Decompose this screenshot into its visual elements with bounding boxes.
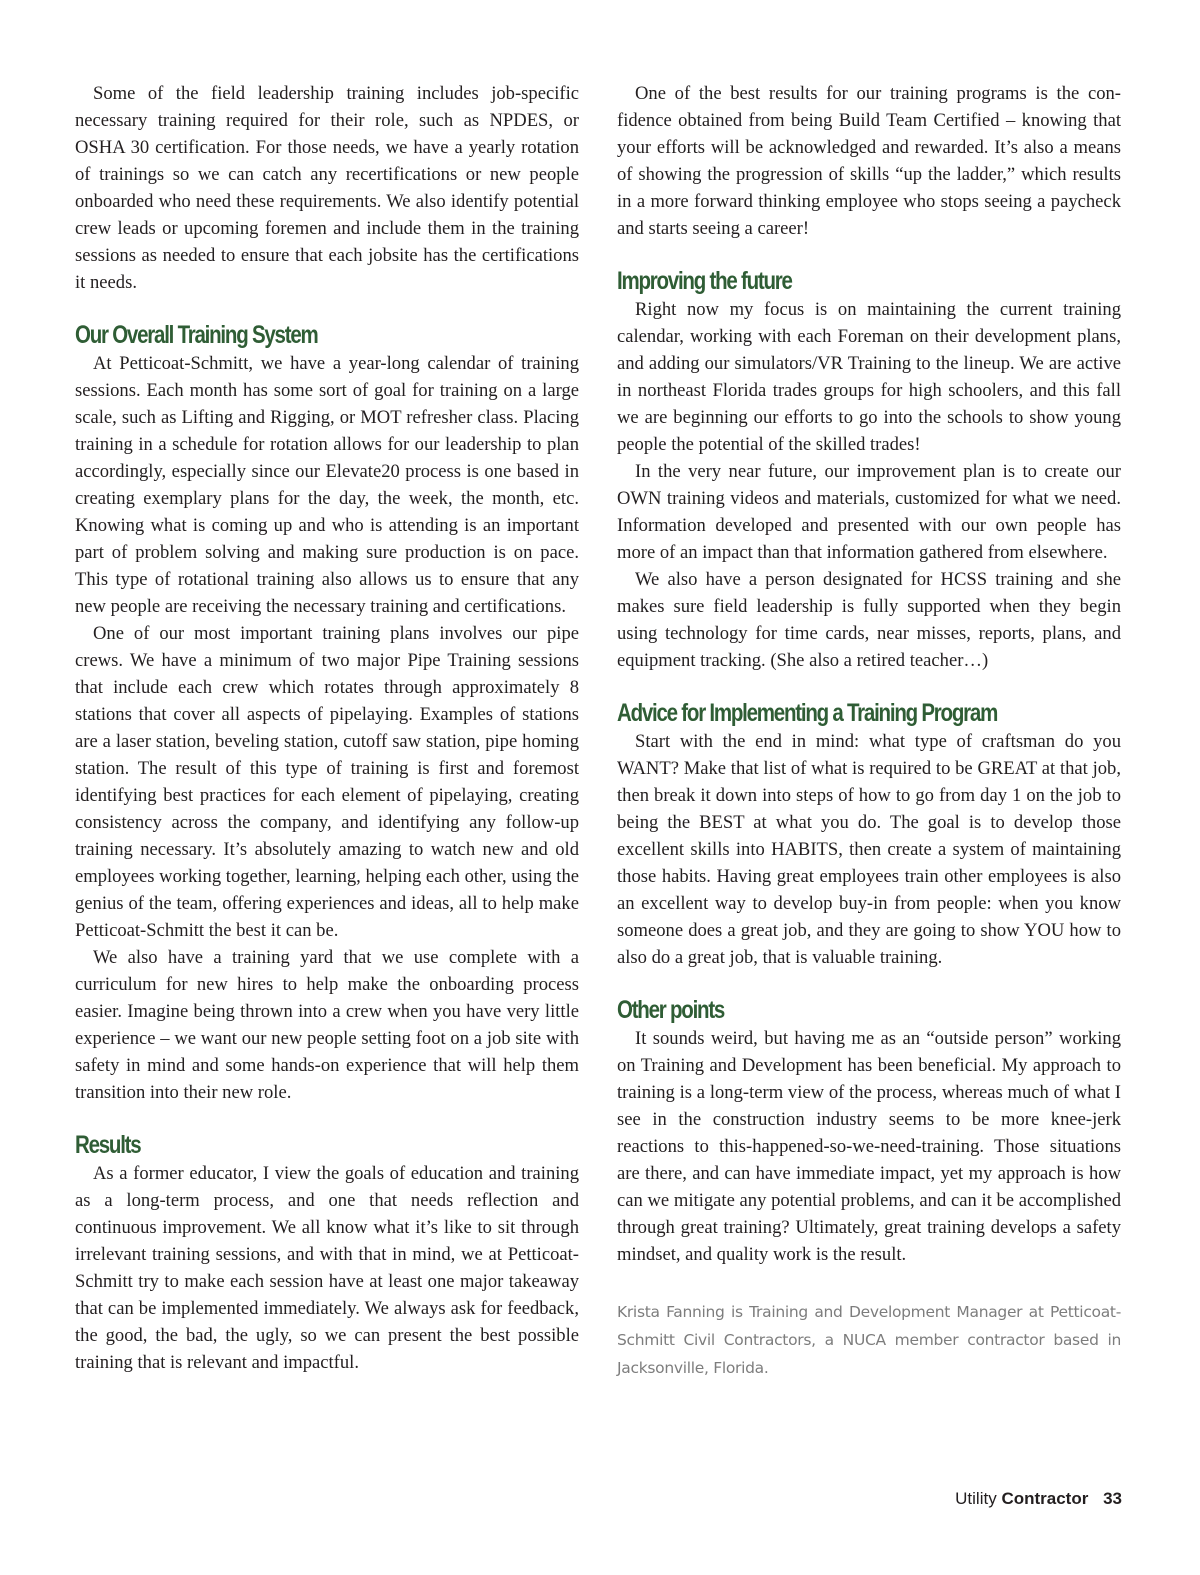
paragraph-field-leadership-training: Some of the field leadership training includes job-specific necessary training required for their role, such as NPDES, or OSHA 30 certification. For those needs, we have a yearly rotation of trainings so we can catch any recertifications or new people onboarded who need these requirements. We also identify potential crew leads or upcoming foremen and include them in the training sessions as needed to ensure that each jobsite has the certifications it needs. — [75, 83, 579, 293]
author-bio: Krista Fanning is Training and Development Manager at Petticoat-Schmitt Civil Contractors, a NUCA member contractor based in Jacksonville, Florida. — [617, 1303, 1121, 1377]
heading-results: Results — [75, 1131, 141, 1159]
left-column — [75, 80, 579, 1376]
magazine-name-utility: Utility — [955, 1489, 997, 1508]
heading-advice-implementing-program: Advice for Implementing a Training Program — [617, 699, 998, 727]
heading-improving-the-future: Improving the future — [617, 267, 792, 295]
paragraph-training-calendar: At Petticoat-Schmitt, we have a year-long calendar of training sessions. Each month has some sort of goal for training on a large scale, such as Lifting and Rigging, or MOT refresher class. Placing training in a schedule for rotation allows for our leadership to plan accordingly, especially since our Elevate20 process is one based in creating exemplary plans for the day, the week, the month, etc. Knowing what is coming up and who is attending is an important part of problem solving and making sure production is on pace. This type of rotational training also allows us to ensure that any new people are receiving the necessary training and certifications. — [75, 353, 579, 617]
heading-overall-training-system: Our Overall Training System — [75, 321, 318, 349]
paragraph-former-educator: As a former educator, I view the goals of education and training as a long-term process, and one that needs reflection and continuous improvement. We all know what it’s like to sit through irrelevant training sessions, and with that in mind, we at Petticoat-Schmitt try to make each session have at least one major takeaway that can be implemented immediately. We always ask for feedback, the good, the bad, the ugly, so we can present the best possible training that is relevant and impactful. — [75, 1163, 579, 1373]
heading-other-points: Other points — [617, 996, 725, 1024]
paragraph-hcss-training: We also have a person designated for HCSS training and she makes sure field leadership is fully supported when they begin using technology for time cards, near misses, reports, plans, and equipment tracking. (She also a retired teacher…) — [617, 569, 1121, 671]
paragraph-build-team-certified: One of the best results for our training programs is the confidence obtained from being Build Team Certified – knowing that your efforts will be acknowledged and rewarded. It’s also a means of showing the progression of skills “up the ladder,” which results in a more forward thinking employee who stops seeing a paycheck and starts seeing a career! — [617, 83, 1121, 239]
paragraph-start-with-end-in-mind: Start with the end in mind: what type of craftsman do you WANT? Make that list of what is required to be GREAT at that job, then break it down into steps of how to go from day 1 on the job to being the BEST at what you do. The goal is to develop those excellent skills into HABITS, then create a system of maintaining those habits. Having great employees train other employees is also an excellent way to develop buy-in from people: when you know someone does a great job, and they are going to show YOU how to also do a great job, that is valuable training. — [617, 731, 1121, 968]
page-footer — [955, 1489, 1122, 1509]
paragraph-outside-person: It sounds weird, but having me as an “outside person” working on Training and Development has been beneficial. My approach to training is a long-term view of the process, whereas much of what I see in the construction industry seems to be more knee-jerk reactions to this-happened-so-we-need-training. Those situations are there, and can have immediate impact, yet my approach is how can we mitigate any potential problems, and can it be accomplished through great training? Ultimately, great training develops a safety mindset, and quality work is the result. — [617, 1028, 1121, 1265]
magazine-name-contractor: Contractor — [1001, 1489, 1089, 1508]
paragraph-pipe-crews: One of our most important training plans involves our pipe crews. We have a minimum of two major Pipe Training sessions that include each crew which rotates through approximately 8 stations that cover all aspects of pipelaying. Examples of stations are a laser station, beveling station, cutoff saw station, pipe homing station. The result of this type of training is first and foremost identifying best practices for each element of pipelaying, creating consistency across the company, and identifying any follow-up training necessary. It’s absolutely amazing to watch new and old employees working together, learning, helping each other, using the genius of the team, offering experiences and ideas, all to help make Petticoat-Schmitt the best it can be. — [75, 623, 580, 941]
paragraph-improvement-plan: In the very near future, our improvement plan is to create our OWN training videos and materials, customized for what we need. Information developed and presented with our own people has more of an impact than that information gathered from elsewhere. — [617, 461, 1121, 563]
right-column — [617, 80, 1121, 1382]
paragraph-current-focus: Right now my focus is on maintaining the current training calendar, working with each Foreman on their development plans, and adding our simulators/VR Training to the lineup. We are active in northeast Florida trades groups for high schoolers, and this fall we are beginning our efforts to go into the schools to show young people the potential of the skilled trades! — [617, 299, 1121, 455]
page-number: 33 — [1103, 1489, 1122, 1508]
paragraph-training-yard: We also have a training yard that we use complete with a curriculum for new hires to help make the onboarding process easier. Imagine being thrown into a crew when you have very little experience – we want our new people setting foot on a job site with safety in mind and some hands-on experience that will help them transition into their new role. — [75, 947, 579, 1103]
